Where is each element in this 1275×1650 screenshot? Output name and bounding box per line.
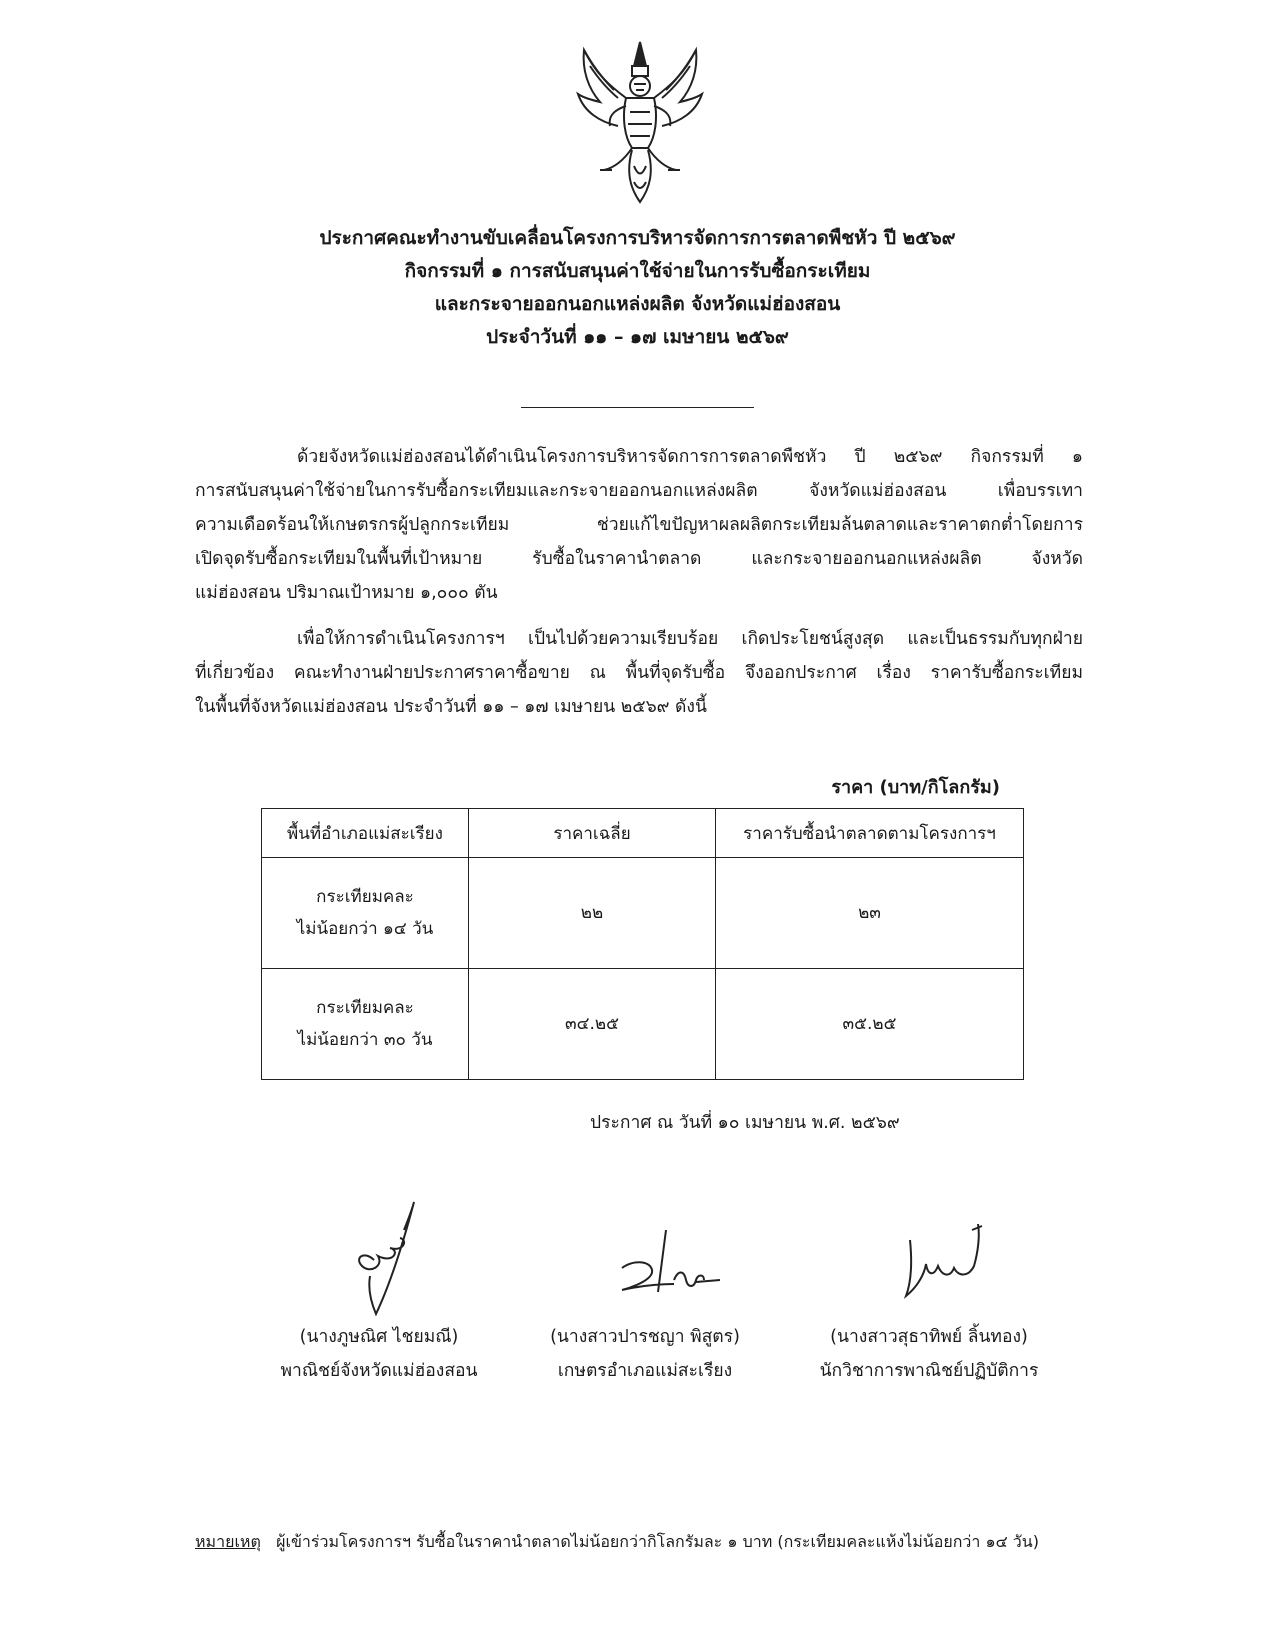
row-condition: ไม่น้อยกว่า ๑๔ วัน <box>296 919 434 939</box>
title-line-1: ประกาศคณะทำงานขับเคลื่อนโครงการบริหารจัดการการตลาดพืชหัว ปี ๒๕๖๙ <box>319 227 956 249</box>
signature-1-icon <box>304 1180 454 1320</box>
row-item: กระเทียมคละ <box>316 998 414 1018</box>
footnote <box>195 1530 1039 1555</box>
row-item-cell <box>262 969 469 1080</box>
announcement-date: ประกาศ ณ วันที่ ๑๐ เมษายน พ.ศ. ๒๕๖๙ <box>590 1113 900 1133</box>
row-condition: ไม่น้อยกว่า ๓๐ วัน <box>297 1030 433 1050</box>
paragraph-intro <box>195 440 1083 610</box>
garuda-emblem-icon <box>570 36 710 208</box>
signatory-title: พาณิชย์จังหวัดแม่ฮ่องสอน <box>280 1361 478 1381</box>
row-avg-price: ๓๔.๒๕ <box>469 969 716 1080</box>
table-row <box>262 969 1024 1080</box>
paragraph-line: ที่เกี่ยวข้อง คณะทำงานฝ่ายประกาศราคาซื้อขาย ณ พื้นที่จุดรับซื้อ จึงออกประกาศ เรื่อง ราคารับซื้อกระเทียม <box>195 663 1083 683</box>
signature-3-icon <box>854 1180 1004 1320</box>
paragraph-line: ด้วยจังหวัดแม่ฮ่องสอนได้ดำเนินโครงการบริหารจัดการการตลาดพืชหัว ปี ๒๕๖๙ กิจกรรมที่ ๑ <box>297 447 1083 467</box>
paragraph-line: การสนับสนุนค่าใช้จ่ายในการรับซื้อกระเทียมและกระจายออกนอกแหล่งผลิต จังหวัดแม่ฮ่องสอน เพื่อบรรเทา <box>195 481 1083 501</box>
row-project-price: ๒๓ <box>716 858 1024 969</box>
row-avg-price: ๒๒ <box>469 858 716 969</box>
signature-block-1 <box>224 1180 534 1388</box>
title-line-2: กิจกรรมที่ ๑ การสนับสนุนค่าใช้จ่ายในการรับซื้อกระเทียม <box>404 260 871 282</box>
signature-block-3 <box>774 1180 1084 1388</box>
title-line-3: และกระจายออกนอกแหล่งผลิต จังหวัดแม่ฮ่องสอน <box>434 293 841 315</box>
paragraph-line: ในพื้นที่จังหวัดแม่ฮ่องสอน ประจำวันที่ ๑๑ – ๑๗ เมษายน ๒๕๖๙ ดังนี้ <box>195 697 707 717</box>
header-area: พื้นที่อำเภอแม่สะเรียง <box>262 809 469 858</box>
row-item-cell <box>262 858 469 969</box>
signature-block-2 <box>490 1180 800 1388</box>
paragraph-line: เพื่อให้การดำเนินโครงการฯ เป็นไปด้วยความเรียบร้อย เกิดประโยชน์สูงสุด และเป็นธรรมกับทุกฝ่าย <box>297 629 1083 649</box>
signatory-title: นักวิชาการพาณิชย์ปฏิบัติการ <box>819 1361 1039 1381</box>
footnote-text: ผู้เข้าร่วมโครงการฯ รับซื้อในราคานำตลาดไม่น้อยกว่ากิโลกรัมละ ๑ บาท (กระเทียมคละแห้งไม่น้อยกว่า ๑๔ วัน) <box>276 1532 1039 1551</box>
header-avg-price: ราคาเฉลี่ย <box>469 809 716 858</box>
document-title <box>200 222 1075 354</box>
signature-2-icon <box>570 1180 720 1320</box>
paragraph-line: แม่ฮ่องสอน ปริมาณเป้าหมาย ๑,๐๐๐ ตัน <box>195 583 498 603</box>
table-row <box>262 858 1024 969</box>
title-divider <box>521 407 754 408</box>
price-unit-label: ราคา (บาท/กิโลกรัม) <box>831 777 1000 798</box>
footnote-label: หมายเหตุ <box>195 1532 261 1551</box>
signatory-name: (นางภูษณิศ ไชยมณี) <box>299 1327 459 1347</box>
paragraph-line: เปิดจุดรับซื้อกระเทียมในพื้นที่เป้าหมาย รับซื้อในราคานำตลาด และกระจายออกนอกแหล่งผลิต จังหวัด <box>195 549 1083 569</box>
title-line-4: ประจำวันที่ ๑๑ – ๑๗ เมษายน ๒๕๖๙ <box>486 326 789 348</box>
header-project-price: ราคารับซื้อนำตลาดตามโครงการฯ <box>716 809 1024 858</box>
row-project-price: ๓๕.๒๕ <box>716 969 1024 1080</box>
signatory-name: (นางสาวสุธาทิพย์ ลิ้นทอง) <box>830 1327 1028 1347</box>
price-table <box>261 808 1024 1080</box>
table-header-row <box>262 809 1024 858</box>
paragraph-purpose <box>195 622 1083 724</box>
signatory-title: เกษตรอำเภอแม่สะเรียง <box>557 1361 733 1381</box>
paragraph-line: ความเดือดร้อนให้เกษตรกรผู้ปลูกกระเทียม ช่วยแก้ไขปัญหาผลผลิตกระเทียมล้นตลาดและราคาตกต่ำโดยการ <box>195 515 1083 535</box>
row-item: กระเทียมคละ <box>316 887 414 907</box>
signatory-name: (นางสาวปารชญา พิสูตร) <box>550 1327 740 1347</box>
